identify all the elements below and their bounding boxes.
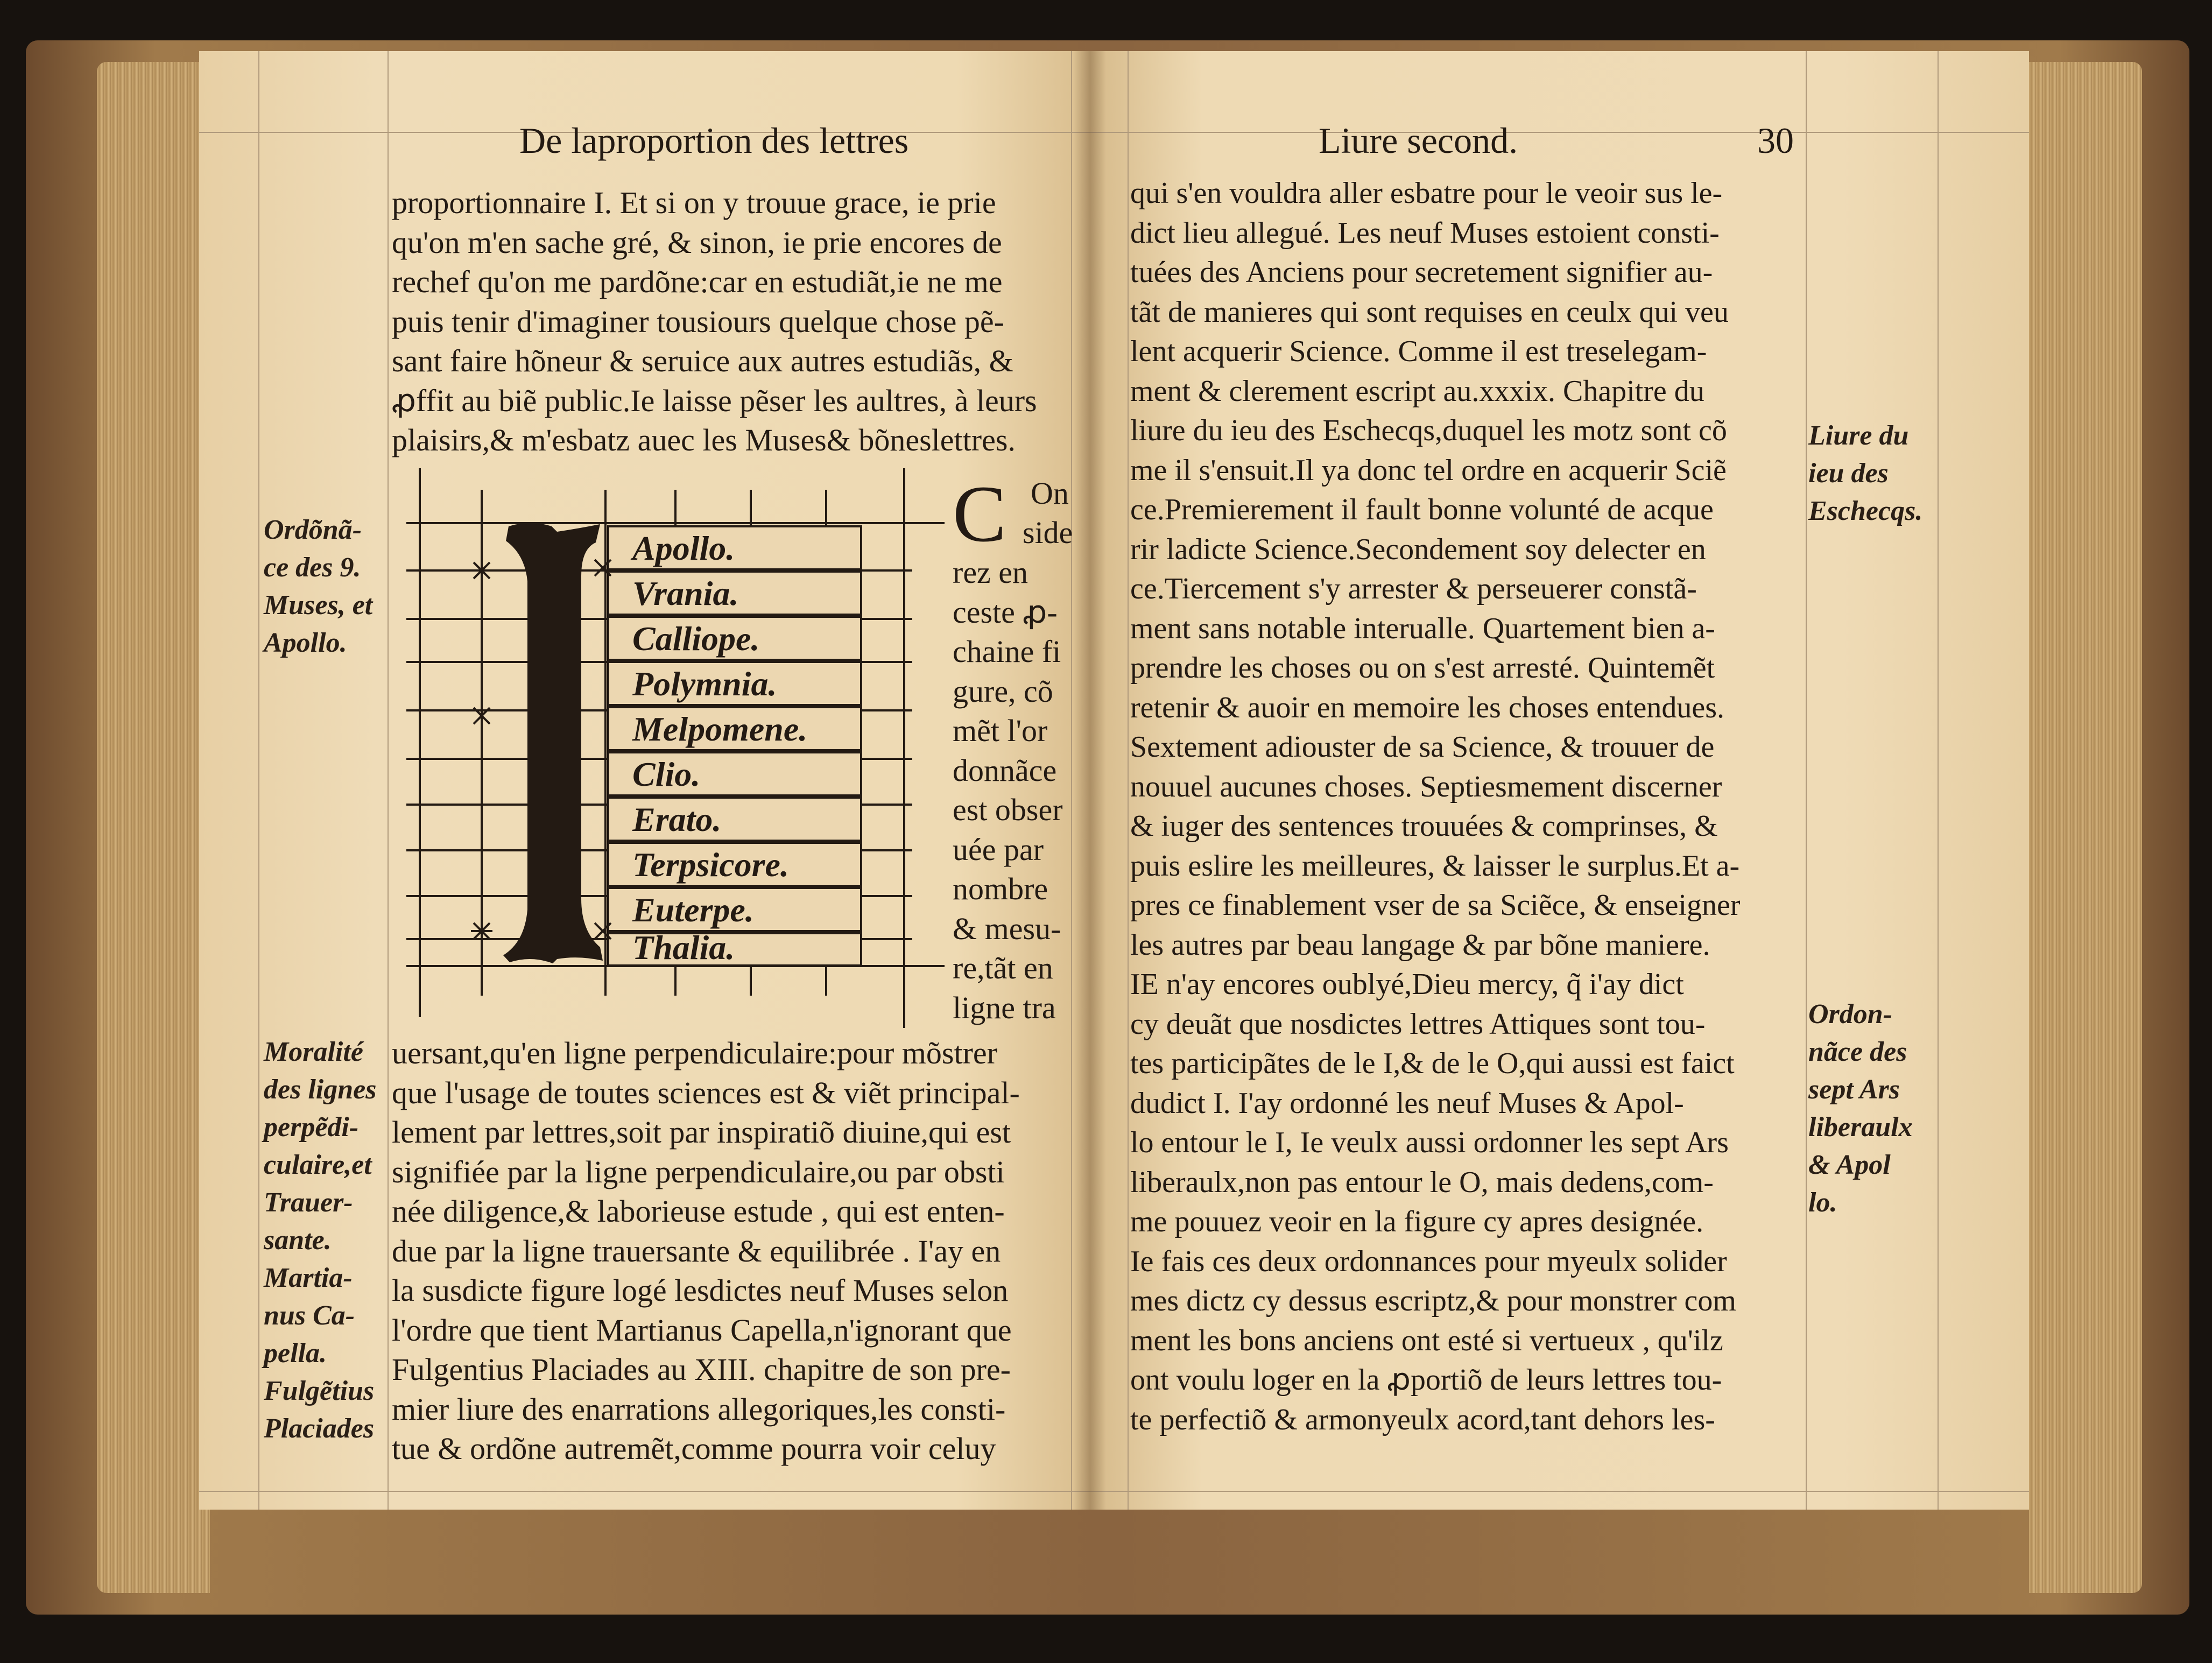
ruled-line <box>258 51 259 1510</box>
drop-capital-c: C <box>953 469 1007 559</box>
right-page-edges <box>2029 62 2142 1593</box>
text-line: & iuger des sentences trouuées & comprinses, & <box>1130 809 1718 843</box>
ruled-line <box>1128 51 1129 1510</box>
text-line: mẽt l'or <box>953 713 1048 748</box>
text-line: due par la ligne trauersante & equilibrée . I'ay en <box>392 1233 1001 1269</box>
ruled-line <box>388 51 389 1510</box>
text-line: ligne tra <box>953 990 1056 1025</box>
text-line: prendre les choses ou on s'est arresté. Quintemẽt <box>1130 651 1715 685</box>
figure-label: Clio. <box>632 755 701 793</box>
text-line: tue & ordõne autremẽt,comme pourra voir celuy <box>392 1431 996 1466</box>
text-line: lement par lettres,soit par inspiratiõ diuine,qui est <box>392 1115 1011 1150</box>
note-line: & Apol <box>1808 1150 1891 1180</box>
text-line: tuées des Anciens pour secretement signifier au- <box>1130 256 1713 289</box>
left-page-edges <box>97 62 210 1593</box>
note-line: ce des 9. <box>264 552 361 583</box>
side-column-line: side <box>1023 515 1073 550</box>
text-line: me il s'ensuit.Il ya donc tel ordre en acquerir Sciẽ <box>1130 453 1727 487</box>
text-line: uersant,qu'en ligne perpendiculaire:pour mõstrer <box>392 1035 997 1070</box>
text-line: née diligence,& laborieuse estude , qui est enten- <box>392 1194 1005 1229</box>
note-line: sante. <box>264 1225 332 1256</box>
note-line: des lignes <box>264 1074 377 1105</box>
text-line: rechef qu'on me pardõne:car en estudiãt,ie ne me <box>392 264 1003 299</box>
figure-label: Vrania. <box>632 574 739 612</box>
text-line: Ie fais ces deux ordonnances pour myeulx solider <box>1130 1244 1727 1278</box>
text-line: mier liure des enarrations allegoriques,les consti- <box>392 1391 1006 1427</box>
figure-label: Euterpe. <box>632 891 754 929</box>
text-line: qu'on m'en sache gré, & sinon, ie prie encores de <box>392 224 1002 260</box>
text-line: plaisirs,& m'esbatz auec les Muses& bõneslettres. <box>392 422 1016 457</box>
text-line: gure, cõ <box>953 673 1053 709</box>
note-line: ieu des <box>1808 458 1889 489</box>
text-line: ont voulu loger en la ꝓportiõ de leurs lettres tou- <box>1130 1363 1722 1397</box>
left-margin-note-1 <box>264 511 372 662</box>
text-line: pres ce finablement vser de sa Sciẽce, & enseigner <box>1130 889 1741 922</box>
ruled-line <box>1090 1491 2029 1492</box>
note-line: Ordõnã- <box>264 515 362 545</box>
note-line: pella. <box>264 1338 327 1369</box>
text-line: proportionnaire I. Et si on y trouue grace, ie prie <box>392 185 996 220</box>
text-line: tes participãtes de le I,& de le O,qui aussi est faict <box>1130 1047 1735 1080</box>
figure-label: Apollo. <box>632 529 735 567</box>
figure-label: Terpsicore. <box>632 845 789 884</box>
right-text <box>1130 174 1741 1440</box>
text-line: lent acquerir Science. Comme il est treselegam- <box>1130 335 1707 368</box>
text-line: IE n'ay encores oublyé,Dieu mercy, q̃ i'ay dict <box>1130 968 1684 1001</box>
note-line: nus Ca- <box>264 1300 355 1331</box>
note-line: lo. <box>1808 1187 1837 1218</box>
text-line: l'ordre que tient Martianus Capella,n'ignorant que <box>392 1312 1012 1348</box>
figure-label: Erato. <box>632 800 722 838</box>
note-line: Fulgẽtius <box>264 1376 375 1406</box>
text-line: ceste ꝓ- <box>953 594 1058 630</box>
text-line: chaine fi <box>953 634 1061 669</box>
text-line: & mesu- <box>953 911 1061 946</box>
text-line: Fulgentius Placiades au XIII. chapitre de son pre- <box>392 1352 1011 1387</box>
left-text-top <box>392 183 1037 460</box>
ruled-line <box>1806 51 1807 1510</box>
letter-i-figure <box>396 468 955 1028</box>
text-line: mes dictz cy dessus escriptz,& pour monstrer com <box>1130 1284 1736 1317</box>
figure-label: Melpomene. <box>632 710 808 748</box>
text-line: tãt de manieres qui sont requises en ceulx qui veu <box>1130 295 1729 329</box>
note-line: liberaulx <box>1808 1112 1913 1143</box>
right-running-header: Liure second. <box>1319 120 1518 161</box>
text-line: ꝓffit au biẽ public.Ie laisse pẽser les aultres, à leurs <box>392 383 1037 418</box>
text-line: uée par <box>953 832 1044 867</box>
note-line: Muses, et <box>264 590 373 621</box>
text-line: cy deuãt que nosdictes lettres Attiques sont tou- <box>1130 1007 1706 1041</box>
text-line: signifiée par la ligne perpendiculaire,ou par obsti <box>392 1154 1005 1189</box>
text-line: rir ladicte Science.Secondement soy delecter en <box>1130 532 1706 566</box>
note-line: Martia- <box>264 1263 353 1293</box>
text-line: dict lieu allegué. Les neuf Muses estoient consti- <box>1130 216 1720 250</box>
side-column-line: On <box>1031 476 1069 511</box>
text-line: liure du ieu des Eschecqs,duquel les motz sont cõ <box>1130 414 1727 447</box>
text-line: qui s'en vouldra aller esbatre pour le veoir sus le- <box>1130 177 1723 210</box>
text-line: ment & clerement escript au.xxxix. Chapitre du <box>1130 374 1704 408</box>
text-line: donnãce <box>953 752 1057 788</box>
text-line: la susdicte figure logé lesdictes neuf Muses selon <box>392 1273 1009 1308</box>
text-line: ce.Premierement il fault bonne volunté de acque <box>1130 493 1714 526</box>
note-line: Liure du <box>1808 420 1909 451</box>
text-line: rez en <box>953 555 1028 590</box>
ruled-line <box>1071 51 1072 1510</box>
text-line: lo entour le I, Ie veulx aussi ordonner les sept Ars <box>1130 1126 1729 1159</box>
note-line: perpẽdi- <box>264 1112 359 1143</box>
left-running-header: De laproportion des lettres <box>519 120 909 161</box>
text-line: ce.Tiercement s'y arrester & perseuerer constã- <box>1130 572 1697 605</box>
figure-label: Calliope. <box>632 619 760 658</box>
note-line: Eschecqs. <box>1808 496 1923 526</box>
text-line: ment les bons anciens ont esté si vertueux , qu'ilz <box>1130 1323 1723 1357</box>
book-gutter <box>1074 51 1106 1510</box>
ruled-line <box>1938 51 1939 1510</box>
right-margin-note-1 <box>1808 417 1922 530</box>
ruled-line <box>1090 132 2029 133</box>
left-text-bottom <box>392 1033 1020 1469</box>
folio-number: 30 <box>1757 120 1794 161</box>
ruled-line <box>199 1491 1090 1492</box>
note-line: Apollo. <box>264 628 347 658</box>
note-line: nãce des <box>1808 1037 1907 1067</box>
text-line: est obser <box>953 792 1063 827</box>
figure-label: Thalia. <box>632 928 735 967</box>
note-line: Placiades <box>264 1413 375 1444</box>
text-line: que l'usage de toutes sciences est & viẽt principal- <box>392 1075 1020 1110</box>
note-line: culaire,et <box>264 1150 372 1180</box>
text-line: dudict I. I'ay ordonné les neuf Muses & Apol- <box>1130 1086 1684 1120</box>
text-line: nombre <box>953 871 1048 906</box>
right-margin-note-2 <box>1808 996 1913 1222</box>
side-column <box>953 553 1063 1027</box>
left-margin-note-2 <box>264 1033 376 1448</box>
text-line: nouuel aucunes choses. Septiesmement discerner <box>1130 770 1722 804</box>
text-line: liberaulx,non pas entour le O, mais dedens,com- <box>1130 1165 1714 1199</box>
figure-label: Polymnia. <box>632 665 777 703</box>
text-line: ment sans notable interualle. Quartement bien a- <box>1130 611 1715 645</box>
note-line: Trauer- <box>264 1187 353 1218</box>
text-line: sant faire hõneur & seruice aux autres estudiãs, & <box>392 343 1013 378</box>
text-line: me pouuez veoir en la figure cy apres designée. <box>1130 1205 1704 1238</box>
text-line: te perfectiõ & armonyeulx acord,tant dehors les- <box>1130 1403 1715 1436</box>
text-line: retenir & auoir en memoire les choses entendues. <box>1130 690 1725 724</box>
text-line: puis eslire les meilleures, & laisser le surplus.Et a- <box>1130 849 1740 883</box>
note-line: sept Ars <box>1808 1074 1900 1105</box>
text-line: les autres par beau langage & par bõne maniere. <box>1130 928 1710 962</box>
note-line: Moralité <box>264 1037 363 1067</box>
text-line: Sextement adiouster de sa Science, & trouuer de <box>1130 730 1715 764</box>
text-line: puis tenir d'imaginer tousiours quelque chose pẽ- <box>392 304 1004 339</box>
text-line: re,tãt en <box>953 950 1053 985</box>
note-line: Ordon- <box>1808 999 1893 1030</box>
